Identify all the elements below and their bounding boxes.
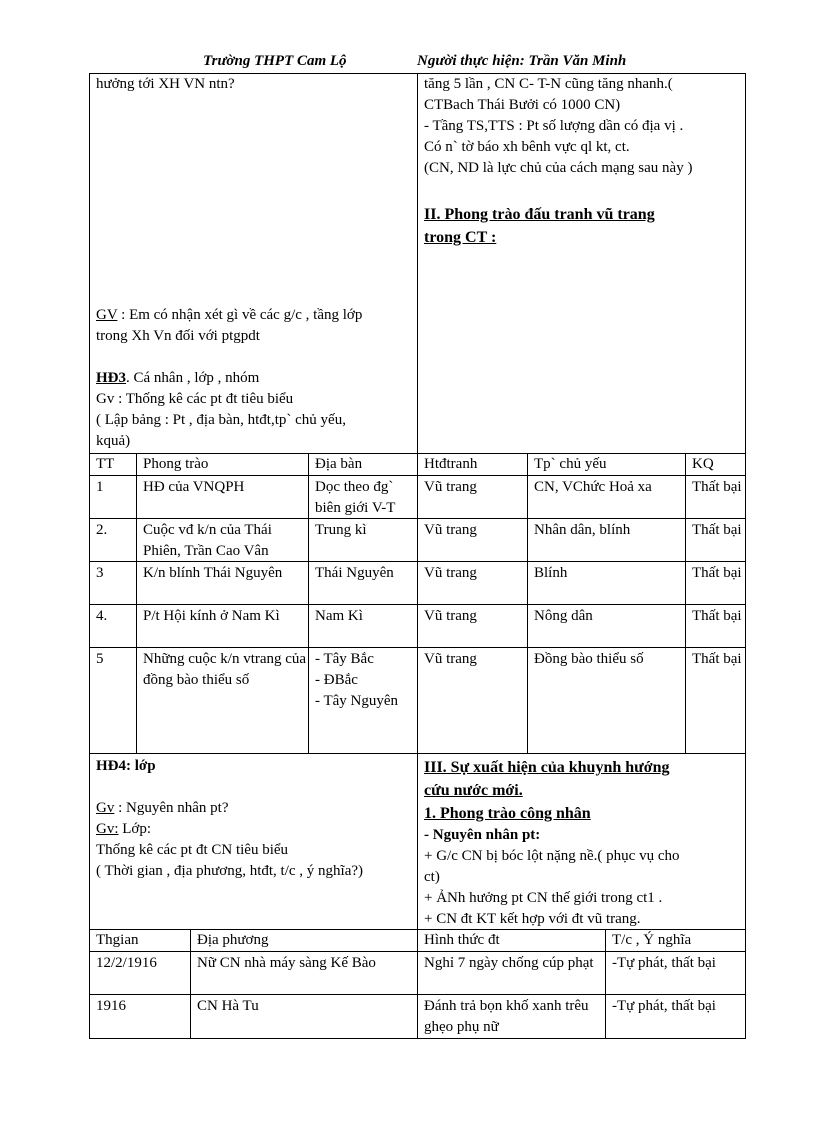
gv-label: Gv [96,800,115,816]
text-line: trong Xh Vn đối với ptgpdt [96,328,260,344]
table-cell: 12/2/1916 [96,955,157,971]
table-cell: Đánh trả bọn khố xanh trêu ghẹo phụ nữ [424,998,589,1035]
table-cell: 1 [96,479,104,495]
subsection-heading: 1. Phong trào công nhân [424,805,591,822]
text-line: Gv : Thống kê các pt đt tiêu biểu [96,391,294,407]
cause-heading: - Nguyên nhân pt: [424,827,541,843]
table-cell: Blính [534,565,568,581]
table-cell: HĐ của VNQPH [143,479,245,495]
table-cell: Nữ CN nhà máy sàng Kế Bào [197,955,376,971]
text-line: ct) [424,869,440,885]
table-cell: Thái Nguyên [315,565,394,581]
gv-question [96,798,417,819]
gv-text: Lớp: [118,821,152,837]
section-heading: cứu nước mới. [424,782,523,799]
table-header-cell: KQ [692,456,714,472]
table-cell: Vũ trang [424,522,477,538]
gv-text: : Em có nhận xét gì về các g/c , tầng lớp [117,307,363,323]
text-line: ( Thời gian , địa phương, htđt, t/c , ý nghĩa?) [96,863,364,879]
table-cell: - Tây Bắc - ĐBắc - Tây Nguyên [315,651,399,709]
text-line: (CN, ND là lực chủ của cách mạng sau này ) [424,160,693,176]
hd4-line [96,756,417,777]
school-name: Trường THPT Cam Lộ [203,53,347,69]
table-header-cell: Hình thức đt [424,932,500,948]
text-line: + G/c CN bị bóc lột nặng nề.( phục vụ cho [424,848,680,864]
table-cell: Cuộc vđ k/n của Thái Phiên, Trần Cao Vân [143,522,272,559]
table-cell: Thất bại [692,522,742,538]
table-cell: Nam Kì [315,608,363,624]
table-cell: 3 [96,565,104,581]
table-cell: 5 [96,651,104,667]
middle-left-cell [89,756,417,882]
text-line: kquả) [96,433,131,449]
hd3-text: . Cá nhân , lớp , nhóm [126,370,260,386]
table-header-cell: T/c , Ý nghĩa [612,932,692,948]
table-cell: Nghỉ 7 ngày chống cúp phạt [424,955,594,971]
text-line: CTBach Thái Bưởi có 1000 CN) [424,97,621,113]
table-cell: Vũ trang [424,651,477,667]
table-cell: 2. [96,522,108,538]
text-line: Thống kê các pt đt CN tiêu biểu [96,842,289,858]
table-cell: CN, VChức Hoả xa [534,479,652,495]
table-cell: Thất bại [692,479,742,495]
table-cell: Nhân dân, blính [534,522,631,538]
table-cell: Nông dân [534,608,593,624]
table-cell: Thất bại [692,608,742,624]
table-header-cell: TT [96,456,115,472]
text-line: Có n` tờ báo xh bênh vực ql kt, ct. [424,139,630,155]
table-cell: -Tự phát, thất bại [612,955,716,971]
col-divider [527,453,528,753]
table-header-cell: Phong trào [143,456,209,472]
top-right-cell [417,74,746,249]
col-divider [417,453,418,753]
col-divider [136,453,137,753]
top-left-cell [89,74,417,452]
middle-right-cell [417,756,746,930]
text-line: - Tầng TS,TTS : Pt số lượng dần có địa vị . [424,118,684,134]
hd4-label: HĐ4: lớp [96,758,156,774]
table-cell: Thất bại [692,651,742,667]
hd3-line [96,368,417,389]
table-cell: 4. [96,608,108,624]
text-line: tăng 5 lần , CN C- T-N cũng tăng nhanh.( [424,76,673,92]
table-cell: CN Hà Tu [197,998,259,1014]
table-cell: Vũ trang [424,479,477,495]
teacher-name: Người thực hiện: Trần Văn Minh [417,53,627,69]
gv-label: GV [96,307,118,323]
text-line: ( Lập bảng : Pt , địa bàn, htđt,tp` chủ yếu, [96,412,346,428]
table-cell: Vũ trang [424,608,477,624]
table-cell: Thất bại [692,565,742,581]
table-header-cell: Htđtranh [424,456,478,472]
page-header [0,53,816,71]
table-cell: Vũ trang [424,565,477,581]
table-cell: 1916 [96,998,126,1014]
table-header-cell: Tp` chủ yếu [534,456,607,472]
hd3-label: HĐ3 [96,370,126,386]
table-header-cell: Địa bàn [315,456,363,472]
table-cell: K/n blính Thái Nguyên [143,565,283,581]
table-cell: Những cuộc k/n vtrang của đồng bào thiểu số [143,651,307,688]
col-divider [685,453,686,753]
gv-label: Gv: [96,821,119,837]
gv-question [96,305,417,326]
table-cell: -Tự phát, thất bại [612,998,716,1014]
section-heading: II. Phong trào đấu tranh vũ trang [424,206,655,223]
text-line: + CN đt KT kết hợp với đt vũ trang. [424,911,641,927]
text-line: + ẢNh hưởng pt CN thế giới trong ct1 . [424,890,663,906]
text-line: hưởng tới XH VN ntn? [96,76,235,92]
table-cell: Dọc theo đg` biên giới V-T [315,479,396,516]
section-heading: trong CT : [424,229,497,246]
table-cell: Đồng bào thiểu số [534,651,644,667]
table-header-cell: Địa phương [197,932,269,948]
table-header-cell: Thgian [96,932,139,948]
gv-line [96,819,417,840]
table-cell: P/t Hội kính ở Nam Kì [143,608,280,624]
table-cell: Trung kì [315,522,367,538]
section-heading: III. Sự xuất hiện của khuynh hướng [424,759,670,776]
gv-text: : Nguyên nhân pt? [114,800,229,816]
